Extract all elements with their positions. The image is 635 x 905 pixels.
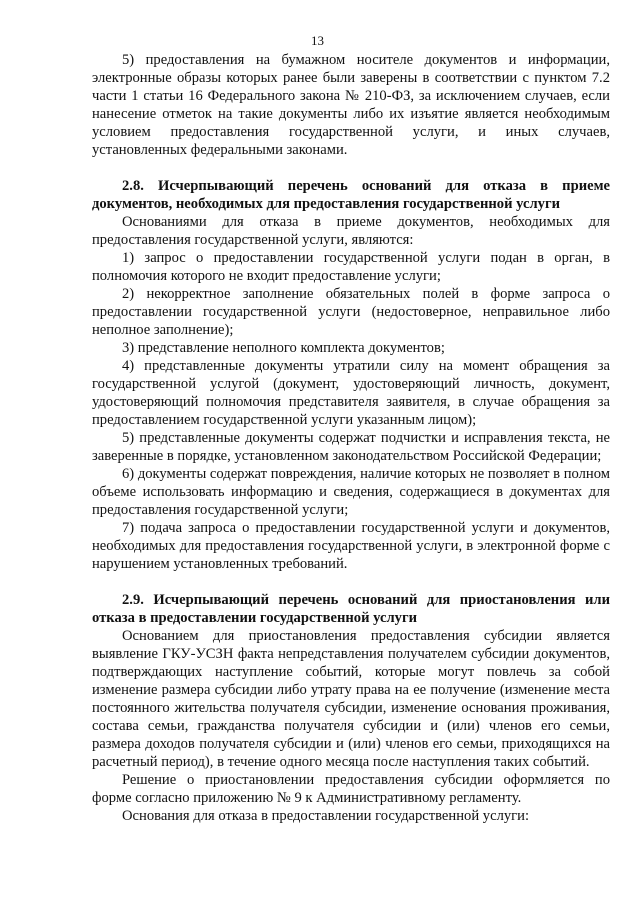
section-heading-2-8: 2.8. Исчерпывающий перечень оснований для отказа в приеме документов, необходимых для предоставления государственной услуги [92,178,610,212]
document-body [92,51,610,825]
list-item: 3) представление неполного комплекта документов; [122,340,445,356]
paragraph: Основаниями для отказа в приеме документов, необходимых для предоставления государственной услуги, являются: [92,214,610,248]
list-item: 5) представленные документы содержат подчистки и исправления текста, не заверенные в порядке, установленном законодательством Российской Федерации; [92,430,610,464]
list-item: 1) запрос о предоставлении государственной услуги подан в орган, в полномочия которого не входит предоставление услуги; [92,250,610,284]
paragraph: 5) предоставления на бумажном носителе документов и информации, электронные образы которых ранее были заверены в соответствии с пунктом 7.2 части 1 статьи 16 Федерального закона № 210-ФЗ, за исключением случаев, если нанесение отметок на такие документы либо их изъятие является необходимым условием предоставления государственной услуги, и иных случаев, установленных федеральными законами. [92,52,610,158]
list-item: 4) представленные документы утратили силу на момент обращения за государственной услугой (документ, удостоверяющий личность, документ, удостоверяющий полномочия представителя заявителя, в случае обращения за предоставлением государственной услуги указанным лицом); [92,358,610,428]
paragraph: Решение о приостановлении предоставления субсидии оформляется по форме согласно приложению № 9 к Административному регламенту. [92,772,610,806]
paragraph: Основания для отказа в предоставлении государственной услуги: [122,808,529,824]
list-item: 2) некорректное заполнение обязательных полей в форме запроса о предоставлении государственной услуги (недостоверное, неправильное либо неполное заполнение); [92,286,610,338]
spacer [92,159,610,177]
section-heading-2-9: 2.9. Исчерпывающий перечень оснований для приостановления или отказа в предоставлении государственной услуги [92,592,610,626]
spacer [92,573,610,591]
list-item: 7) подача запроса о предоставлении государственной услуги и документов, необходимых для предоставления государственной услуги, в электронной форме с нарушением установленных требований. [92,520,610,572]
paragraph: Основанием для приостановления предоставления субсидии является выявление ГКУ-УСЗН факта непредставления получателем субсидии документов, подтверждающих наступление событий, которые могут повлечь за собой изменение размера субсидии либо утрату права на ее получение (изменение места постоянного жительства получателя субсидии, изменение основания проживания, состава семьи, гражданства получателя субсидии и (или) членов его семьи, размера доходов получателя субсидии и (или) членов его семьи, приходящихся на расчетный период), в течение одного месяца после наступления таких событий. [92,628,610,770]
page-number: 13 [311,33,324,48]
list-item: 6) документы содержат повреждения, наличие которых не позволяет в полном объеме использовать информацию и сведения, содержащиеся в документах для предоставления государственной услуги; [92,466,610,518]
